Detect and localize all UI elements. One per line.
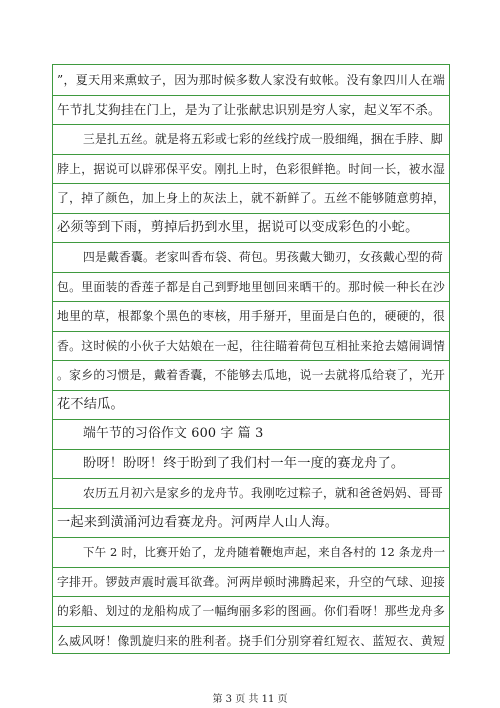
ruled-writing-sheet: [52, 64, 450, 654]
text-line: 了，掉了颜色，加上身上的灰法上，就不新鲜了。五丝不能够随意剪掉，: [57, 191, 445, 205]
section-heading: 端午节的习俗作文 600 字 篇 3: [83, 426, 264, 441]
text-line: 字排开。锣鼓声震时震耳欲聋。河两岸顿时沸腾起来，升空的气球、迎接: [57, 574, 445, 589]
text-line: 香。这时候的小伙子大姑娘在一起，往往瞄着荷包互相扯来抢去嬉闹调情: [57, 338, 445, 353]
paragraph-first-line: 盼呀！盼呀！终于盼到了我们村一年一度的赛龙舟了。: [83, 455, 405, 471]
text-line: 午节扎艾狗挂在门上，是为了让张献忠识别是穷人家，起义军不杀。: [57, 101, 441, 117]
text-line: 必须等到下雨，剪掉后扔到水里，据说可以变成彩色的小蛇。: [57, 219, 419, 235]
text-line: 的彩船、划过的龙船构成了一幅绚丽多彩的图画。你们看呀！那些龙舟多: [57, 604, 445, 618]
paragraph-first-line: 下午 2 时，比赛开始了，龙舟随着鞭炮声起，来自各村的 12 条龙舟一: [83, 545, 446, 559]
text-line: 脖上，据说可以辟邪保平安。刚扎上时，色彩很鲜艳。时间一长，被水湿: [57, 161, 445, 176]
text-line: ”，夏天用来熏蚊子，因为那时候多数人家没有蚊帐。没有象四川人在端: [57, 73, 445, 87]
page-number: 第 3 页 共 11 页: [212, 694, 288, 705]
text-line: 么威风呀！像凯旋归来的胜利者。挠手们分别穿着红短衣、蓝短衣、黄短: [57, 633, 445, 648]
paragraph-first-line: 四是戴香囊。老家叫香布袋、荷包。男孩戴大锄刃，女孩戴心型的荷: [83, 250, 443, 264]
paragraph-first-line: 三是扎五丝。就是将五彩或七彩的丝线拧成一股细绳，捆在手脖、脚: [83, 132, 443, 146]
text-line: 花不结瓜。: [57, 396, 124, 412]
text-line: 包。里面装的香莲子都是自己到野地里刨回来晒干的。那时候一种长在沙: [57, 279, 445, 294]
text-line: 一起来到潢涌河边看赛龙舟。河两岸人山人海。: [57, 514, 339, 530]
paragraph-first-line: 农历五月初六是家乡的龙舟节。我刚吃过粽子，就和爸爸妈妈、哥哥: [83, 486, 443, 500]
text-line: 。家乡的习惯是，戴着香囊，不能够去瓜地，说一去就将瓜给衰了，光开: [57, 368, 445, 382]
text-line: 地里的草，根都象个黑色的枣核，用手掰开，里面是白色的，硬硬的，很: [57, 309, 445, 323]
